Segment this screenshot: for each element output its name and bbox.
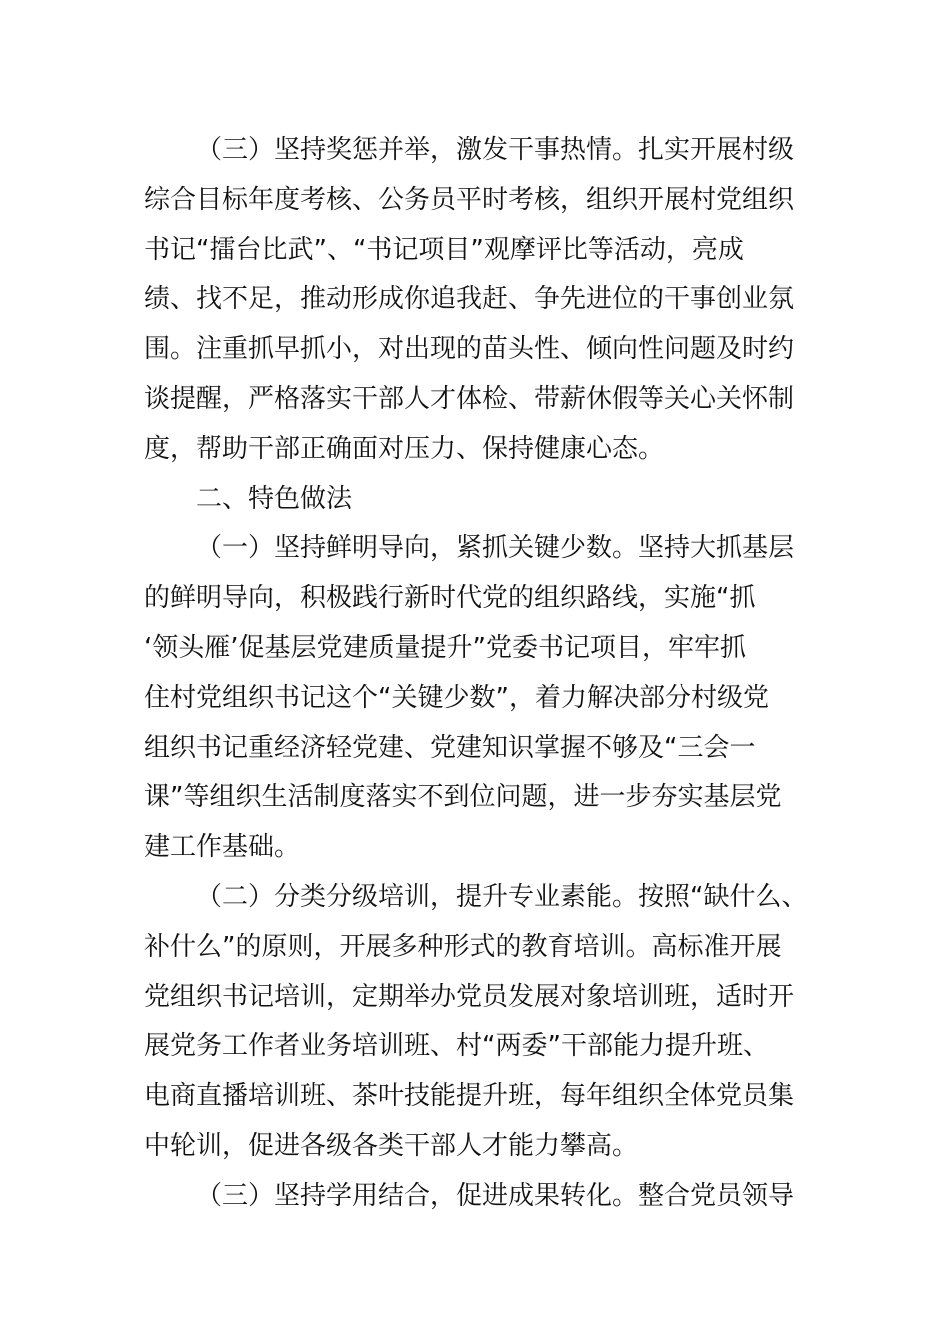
document-body: [144, 126, 814, 1222]
paragraph-line: 围。注重抓早抓小，对出现的苗头性、倾向性问题及时约: [144, 334, 795, 365]
paragraph-line: （三）坚持奖惩并举，激发干事热情。扎实开展村级: [196, 135, 795, 165]
section-heading: 二、特色做法: [196, 483, 353, 514]
paragraph-line: 课”等组织生活制度落实不到位问题，进一步夯实基层党: [144, 782, 782, 813]
paragraph-line: （三）坚持学用结合，促进成果转化。整合党员领导: [196, 1180, 795, 1211]
paragraph-line: 电商直播培训班、茶叶技能提升班，每年组织全体党员集: [144, 1081, 795, 1112]
paragraph-line: 建工作基础。: [144, 832, 301, 863]
paragraph-line: 绩、找不足，推动形成你追我赶、争先进位的干事创业氛: [144, 284, 795, 315]
paragraph-line: 组织书记重经济轻党建、党建知识掌握不够及“三会一: [144, 732, 756, 763]
paragraph-line: 住村党组织书记这个“关键少数”，着力解决部分村级党: [144, 682, 769, 713]
paragraph-line: （一）坚持鲜明导向，紧抓关键少数。坚持大抓基层: [196, 533, 795, 564]
paragraph-line: 中轮训，促进各级各类干部人才能力攀高。: [144, 1130, 639, 1161]
paragraph-line: ‘领头雁’促基层党建质量提升”党委书记项目，牢牢抓: [144, 632, 746, 663]
paragraph-line: 综合目标年度考核、公务员平时考核，组织开展村党组织: [144, 184, 795, 215]
paragraph-line: 展党务工作者业务培训班、村“两委”干部能力提升班、: [144, 1031, 769, 1062]
paragraph-line: 的鲜明导向，积极践行新时代党的组织路线，实施“抓: [144, 583, 756, 614]
paragraph-line: 书记“擂台比武”、“书记项目”观摩评比等活动，亮成: [144, 234, 744, 265]
paragraph-line: 党组织书记培训，定期举办党员发展对象培训班，适时开: [144, 981, 795, 1012]
paragraph-line: 度，帮助干部正确面对压力、保持健康心态。: [144, 433, 665, 464]
paragraph-line: 谈提醒，严格落实干部人才体检、带薪休假等关心关怀制: [144, 383, 795, 414]
paragraph-line: （二）分类分级培训，提升专业素能。按照“缺什么、: [196, 881, 808, 912]
paragraph-line: 补什么”的原则，开展多种形式的教育培训。高标准开展: [144, 931, 782, 962]
